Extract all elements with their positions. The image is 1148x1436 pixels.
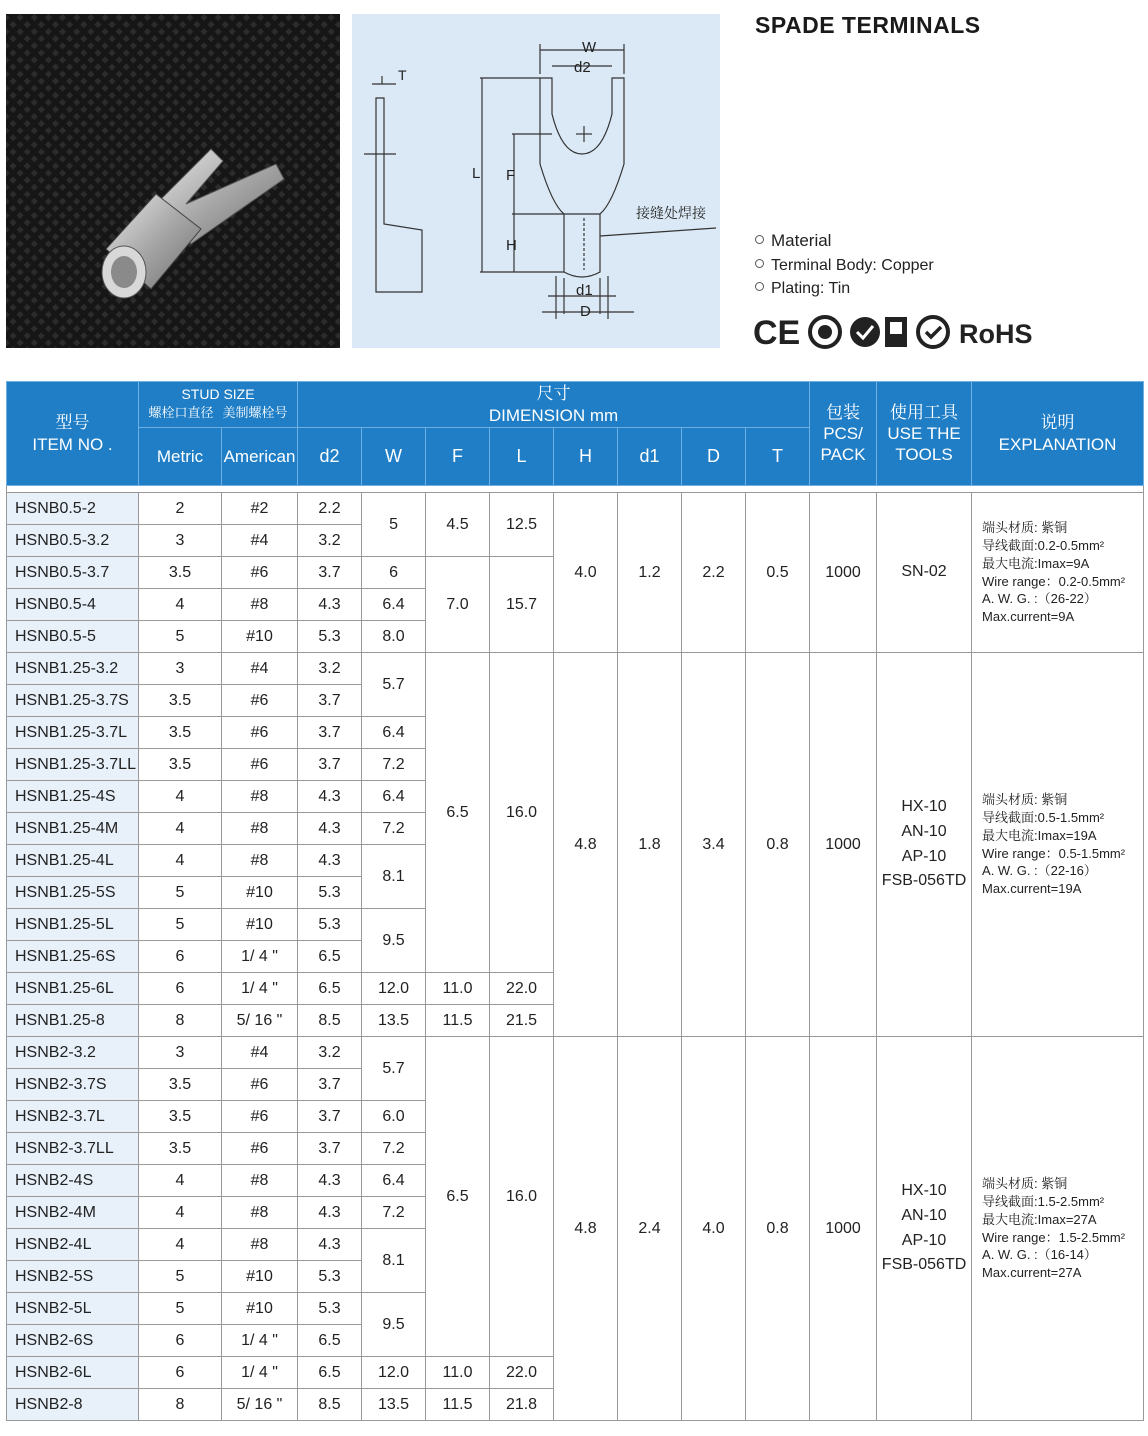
- dim-H: 4.8: [554, 1037, 618, 1421]
- cert-badge-icon: [885, 317, 907, 347]
- spec-plating: [755, 280, 850, 298]
- item-number: HSNB1.25-3.2: [7, 653, 139, 685]
- dim-F: 6.5: [426, 653, 490, 973]
- item-number: HSNB2-6L: [7, 1357, 139, 1389]
- dim-W: 6.4: [362, 1165, 426, 1197]
- item-number: HSNB2-6S: [7, 1325, 139, 1357]
- weld-note: 接缝处焊接: [636, 206, 706, 222]
- dim-W: 6.4: [362, 781, 426, 813]
- american-size: #8: [222, 1197, 298, 1229]
- dim-W: 6.4: [362, 589, 426, 621]
- metric-size: 4: [139, 589, 222, 621]
- american-size: #4: [222, 525, 298, 557]
- american-size: #6: [222, 717, 298, 749]
- dim-W: 6.4: [362, 717, 426, 749]
- item-number: HSNB1.25-5S: [7, 877, 139, 909]
- explanation-line: 最大电流:Imax=19A: [982, 827, 1097, 843]
- header-american: American: [222, 428, 298, 486]
- dim-W: 5.7: [362, 653, 426, 717]
- american-size: #4: [222, 1037, 298, 1069]
- item-number: HSNB1.25-4L: [7, 845, 139, 877]
- explanation-line: 最大电流:Imax=9A: [982, 555, 1090, 571]
- dim-L: 16.0: [490, 1037, 554, 1357]
- dim-F: 11.0: [426, 1357, 490, 1389]
- american-size: #8: [222, 589, 298, 621]
- metric-size: 3.5: [139, 685, 222, 717]
- dim-L: 16.0: [490, 653, 554, 973]
- dim-T: 0.8: [746, 653, 810, 1037]
- american-size: #6: [222, 749, 298, 781]
- explanation-line: A. W. G. :（26-22）: [982, 591, 1097, 607]
- dim-L: 22.0: [490, 973, 554, 1005]
- dim-d2: 6.5: [298, 1357, 362, 1389]
- header-dimension: 尺寸 DIMENSION mm: [298, 382, 810, 428]
- item-number: HSNB2-3.2: [7, 1037, 139, 1069]
- dim-W: 6: [362, 557, 426, 589]
- dim-d2: 5.3: [298, 1261, 362, 1293]
- dim-D: 3.4: [682, 653, 746, 1037]
- explanation-line: 导线截面:0.2-0.5mm²: [982, 537, 1105, 553]
- american-size: #10: [222, 909, 298, 941]
- item-number: HSNB1.25-4M: [7, 813, 139, 845]
- metric-size: 6: [139, 941, 222, 973]
- dim-d2: 4.3: [298, 781, 362, 813]
- dim-H: 4.0: [554, 493, 618, 653]
- item-number: HSNB1.25-3.7S: [7, 685, 139, 717]
- header-H: H: [554, 428, 618, 486]
- product-photo: [6, 14, 340, 348]
- label-d2: d2: [574, 59, 591, 76]
- label-F: F: [506, 167, 516, 184]
- dim-W: 12.0: [362, 1357, 426, 1389]
- american-size: #8: [222, 1229, 298, 1261]
- american-size: 5/ 16 ": [222, 1005, 298, 1037]
- metric-size: 5: [139, 621, 222, 653]
- explanation-line: 端头材质: 紫铜: [982, 791, 1068, 807]
- dim-D: 4.0: [682, 1037, 746, 1421]
- bullet-icon: [755, 259, 764, 268]
- dim-F: 11.0: [426, 973, 490, 1005]
- dimension-drawing: [352, 14, 720, 348]
- dim-d2: 4.3: [298, 845, 362, 877]
- dim-W: 7.2: [362, 1197, 426, 1229]
- dim-d2: 4.3: [298, 813, 362, 845]
- metric-size: 5: [139, 1261, 222, 1293]
- dim-d2: 3.2: [298, 525, 362, 557]
- ce-mark: CE: [753, 314, 801, 352]
- explanation: [972, 653, 1144, 1037]
- metric-size: 3.5: [139, 749, 222, 781]
- metric-size: 3.5: [139, 557, 222, 589]
- metric-size: 3.5: [139, 1101, 222, 1133]
- american-size: #6: [222, 1069, 298, 1101]
- pcs-per-pack: 1000: [810, 1037, 877, 1421]
- pcs-per-pack: 1000: [810, 493, 877, 653]
- dim-W: 6.0: [362, 1101, 426, 1133]
- item-number: HSNB0.5-4: [7, 589, 139, 621]
- american-size: #8: [222, 1165, 298, 1197]
- dim-d2: 3.2: [298, 1037, 362, 1069]
- american-size: #10: [222, 1261, 298, 1293]
- metric-size: 4: [139, 781, 222, 813]
- dim-W: 8.0: [362, 621, 426, 653]
- american-size: #10: [222, 621, 298, 653]
- dim-d2: 3.7: [298, 1133, 362, 1165]
- label-W: W: [582, 39, 597, 56]
- dim-L: 22.0: [490, 1357, 554, 1389]
- item-number: HSNB2-3.7LL: [7, 1133, 139, 1165]
- dim-L: 15.7: [490, 557, 554, 653]
- explanation-line: A. W. G. :（16-14）: [982, 1247, 1097, 1263]
- spec-table-body: [7, 486, 1144, 1421]
- american-size: 1/ 4 ": [222, 1325, 298, 1357]
- metric-size: 5: [139, 1293, 222, 1325]
- dim-d1: 2.4: [618, 1037, 682, 1421]
- dim-d2: 8.5: [298, 1389, 362, 1421]
- metric-size: 5: [139, 909, 222, 941]
- dim-W: 5: [362, 493, 426, 557]
- american-size: #10: [222, 877, 298, 909]
- metric-size: 4: [139, 1165, 222, 1197]
- explanation-line: 导线截面:1.5-2.5mm²: [982, 1193, 1105, 1209]
- dim-d2: 3.7: [298, 749, 362, 781]
- dim-d2: 5.3: [298, 1293, 362, 1325]
- pcs-per-pack: 1000: [810, 653, 877, 1037]
- american-size: #8: [222, 781, 298, 813]
- item-number: HSNB2-5L: [7, 1293, 139, 1325]
- american-size: #8: [222, 813, 298, 845]
- header-explanation: 说明 EXPLANATION: [972, 382, 1144, 486]
- cert-badge-icon: [850, 317, 880, 347]
- american-size: #6: [222, 1133, 298, 1165]
- header-metric: Metric: [139, 428, 222, 486]
- dim-W: 13.5: [362, 1389, 426, 1421]
- dim-W: 8.1: [362, 845, 426, 909]
- dim-d2: 2.2: [298, 493, 362, 525]
- explanation-line: 导线截面:0.5-1.5mm²: [982, 809, 1105, 825]
- tools-list: HX-10 AN-10 AP-10 FSB-056TD: [877, 1037, 972, 1421]
- explanation-line: 最大电流:Imax=27A: [982, 1211, 1097, 1227]
- dim-W: 7.2: [362, 1133, 426, 1165]
- item-number: HSNB1.25-5L: [7, 909, 139, 941]
- dim-W: 12.0: [362, 973, 426, 1005]
- dim-W: 8.1: [362, 1229, 426, 1293]
- explanation-line: Wire range：1.5-2.5mm²: [982, 1229, 1126, 1245]
- american-size: #10: [222, 1293, 298, 1325]
- header-d2: d2: [298, 428, 362, 486]
- metric-size: 4: [139, 1229, 222, 1261]
- dim-d2: 4.3: [298, 589, 362, 621]
- item-number: HSNB2-3.7L: [7, 1101, 139, 1133]
- item-number: HSNB1.25-6S: [7, 941, 139, 973]
- dim-d2: 4.3: [298, 1229, 362, 1261]
- label-H: H: [506, 237, 517, 254]
- item-number: HSNB2-4L: [7, 1229, 139, 1261]
- tools-list: HX-10 AN-10 AP-10 FSB-056TD: [877, 653, 972, 1037]
- table-row: [7, 653, 1144, 685]
- dim-d2: 3.7: [298, 557, 362, 589]
- spec-body: [755, 257, 934, 275]
- american-size: 1/ 4 ": [222, 1357, 298, 1389]
- item-number: HSNB0.5-2: [7, 493, 139, 525]
- item-number: HSNB1.25-3.7L: [7, 717, 139, 749]
- header-d1: d1: [618, 428, 682, 486]
- dim-L: 21.5: [490, 1005, 554, 1037]
- header-T: T: [746, 428, 810, 486]
- dim-T: 0.5: [746, 493, 810, 653]
- dim-L: 12.5: [490, 493, 554, 557]
- dim-F: 4.5: [426, 493, 490, 557]
- header-L: L: [490, 428, 554, 486]
- american-size: #6: [222, 557, 298, 589]
- header-pack: 包装 PCS/ PACK: [810, 382, 877, 486]
- explanation-line: 端头材质: 紫铜: [982, 1175, 1068, 1191]
- explanation-line: Max.current=19A: [982, 881, 1082, 897]
- dim-W: 7.2: [362, 749, 426, 781]
- header-item: 型号 ITEM NO .: [7, 382, 139, 486]
- dim-F: 11.5: [426, 1005, 490, 1037]
- certification-marks: [753, 310, 1053, 354]
- explanation-line: Wire range：0.5-1.5mm²: [982, 845, 1126, 861]
- dim-d2: 6.5: [298, 1325, 362, 1357]
- item-number: HSNB2-3.7S: [7, 1069, 139, 1101]
- dim-d2: 3.7: [298, 1101, 362, 1133]
- spec-material: [755, 231, 831, 251]
- dim-W: 13.5: [362, 1005, 426, 1037]
- item-number: HSNB1.25-6L: [7, 973, 139, 1005]
- american-size: 1/ 4 ": [222, 941, 298, 973]
- explanation-line: Wire range：0.2-0.5mm²: [982, 573, 1126, 589]
- metric-size: 2: [139, 493, 222, 525]
- dim-d2: 4.3: [298, 1165, 362, 1197]
- explanation: [972, 493, 1144, 653]
- cert-badge-icon: [810, 317, 840, 347]
- metric-size: 4: [139, 845, 222, 877]
- explanation-line: Max.current=9A: [982, 609, 1075, 625]
- item-number: HSNB1.25-4S: [7, 781, 139, 813]
- dim-d2: 6.5: [298, 973, 362, 1005]
- rohs-mark: RoHS: [959, 319, 1033, 349]
- explanation-line: A. W. G. :（22-16）: [982, 863, 1097, 879]
- dim-F: 7.0: [426, 557, 490, 653]
- dim-d2: 3.7: [298, 685, 362, 717]
- dim-d2: 3.7: [298, 717, 362, 749]
- dim-d1: 1.2: [618, 493, 682, 653]
- item-number: HSNB0.5-3.2: [7, 525, 139, 557]
- table-row: [7, 493, 1144, 525]
- spec-text: Material: [771, 231, 832, 250]
- explanation-line: 端头材质: 紫铜: [982, 519, 1068, 535]
- item-number: HSNB2-4S: [7, 1165, 139, 1197]
- metric-size: 8: [139, 1005, 222, 1037]
- dim-d2: 4.3: [298, 1197, 362, 1229]
- dim-L: 21.8: [490, 1389, 554, 1421]
- item-number: HSNB1.25-3.7LL: [7, 749, 139, 781]
- metric-size: 6: [139, 1357, 222, 1389]
- dim-d2: 5.3: [298, 877, 362, 909]
- metric-size: 6: [139, 1325, 222, 1357]
- metric-size: 6: [139, 973, 222, 1005]
- item-number: HSNB0.5-3.7: [7, 557, 139, 589]
- american-size: #6: [222, 685, 298, 717]
- metric-size: 3.5: [139, 1069, 222, 1101]
- american-size: 1/ 4 ": [222, 973, 298, 1005]
- table-row: [7, 1037, 1144, 1069]
- american-size: #8: [222, 845, 298, 877]
- bullet-icon: [755, 282, 764, 291]
- page-title: SPADE TERMINALS: [755, 12, 981, 38]
- bullet-icon: [755, 235, 764, 244]
- dim-W: 9.5: [362, 1293, 426, 1357]
- dim-W: 7.2: [362, 813, 426, 845]
- dim-F: 6.5: [426, 1037, 490, 1357]
- label-T: T: [398, 67, 407, 83]
- dim-W: 9.5: [362, 909, 426, 973]
- dim-F: 11.5: [426, 1389, 490, 1421]
- item-number: HSNB0.5-5: [7, 621, 139, 653]
- header-stud-size: STUD SIZE 螺栓口直径 美制螺栓号: [139, 382, 298, 428]
- dim-T: 0.8: [746, 1037, 810, 1421]
- metric-size: 3.5: [139, 717, 222, 749]
- american-size: 5/ 16 ": [222, 1389, 298, 1421]
- metric-size: 3: [139, 653, 222, 685]
- item-number: HSNB1.25-8: [7, 1005, 139, 1037]
- header-F: F: [426, 428, 490, 486]
- metric-size: 3.5: [139, 1133, 222, 1165]
- item-number: HSNB2-5S: [7, 1261, 139, 1293]
- metric-size: 8: [139, 1389, 222, 1421]
- explanation: [972, 1037, 1144, 1421]
- dim-D: 2.2: [682, 493, 746, 653]
- metric-size: 5: [139, 877, 222, 909]
- dim-d2: 5.3: [298, 909, 362, 941]
- label-d1: d1: [576, 282, 593, 299]
- item-number: HSNB2-4M: [7, 1197, 139, 1229]
- spec-text: Plating: Tin: [771, 280, 851, 297]
- metric-size: 3: [139, 1037, 222, 1069]
- sgs-badge-icon: [918, 317, 948, 347]
- dim-d2: 8.5: [298, 1005, 362, 1037]
- metric-size: 3: [139, 525, 222, 557]
- spec-text: Terminal Body: Copper: [771, 257, 934, 274]
- dim-H: 4.8: [554, 653, 618, 1037]
- dim-d2: 3.7: [298, 1069, 362, 1101]
- american-size: #2: [222, 493, 298, 525]
- spec-table: [6, 381, 1144, 1421]
- header-D: D: [682, 428, 746, 486]
- dim-W: 5.7: [362, 1037, 426, 1101]
- header-W: W: [362, 428, 426, 486]
- dim-d2: 5.3: [298, 621, 362, 653]
- dim-d1: 1.8: [618, 653, 682, 1037]
- metric-size: 4: [139, 1197, 222, 1229]
- label-L: L: [472, 165, 481, 182]
- american-size: #6: [222, 1101, 298, 1133]
- dim-d2: 6.5: [298, 941, 362, 973]
- american-size: #4: [222, 653, 298, 685]
- label-D: D: [580, 303, 591, 320]
- metric-size: 4: [139, 813, 222, 845]
- tools-list: SN-02: [877, 493, 972, 653]
- item-number: HSNB2-8: [7, 1389, 139, 1421]
- dim-d2: 3.2: [298, 653, 362, 685]
- header-tools: 使用工具 USE THE TOOLS: [877, 382, 972, 486]
- explanation-line: Max.current=27A: [982, 1265, 1082, 1281]
